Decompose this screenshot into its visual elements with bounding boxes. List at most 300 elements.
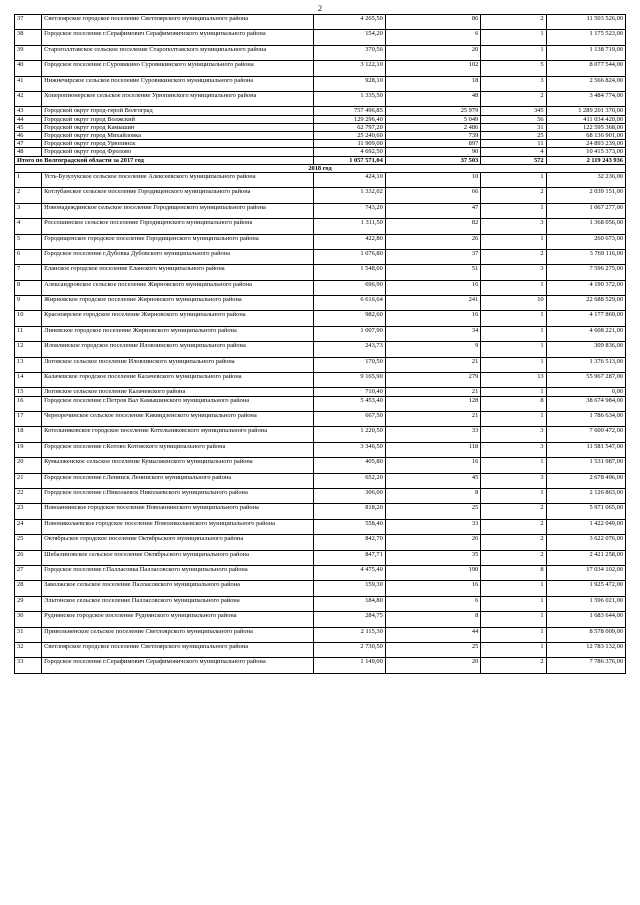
municipality-name: Привольненское сельское поселение Светлоярского муниципального района	[42, 627, 314, 642]
funding-amount: 1 422 049,00	[546, 519, 625, 534]
houses-count: 13	[481, 373, 546, 388]
area-value: 4 692,50	[314, 148, 385, 156]
table-row	[15, 61, 626, 76]
table-row	[15, 30, 626, 45]
houses-count: 10	[481, 296, 546, 311]
funding-amount: 10 415 373,00	[546, 148, 625, 156]
area-value: 652,20	[314, 473, 385, 488]
houses-count: 1	[481, 488, 546, 503]
table-row	[15, 140, 626, 148]
area-value: 696,90	[314, 280, 385, 295]
houses-count: 1	[481, 326, 546, 341]
area-value: 3 346,50	[314, 442, 385, 457]
total-people: 37 503	[385, 156, 480, 164]
row-number: 42	[15, 91, 42, 106]
table-row	[15, 642, 626, 657]
funding-amount: 1 175 523,00	[546, 30, 625, 45]
row-number: 23	[15, 504, 42, 519]
table-row	[15, 596, 626, 611]
funding-amount: 2 126 863,00	[546, 488, 625, 503]
area-value: 743,20	[314, 203, 385, 218]
houses-count: 5	[481, 61, 546, 76]
row-number: 39	[15, 45, 42, 60]
area-value: 184,80	[314, 596, 385, 611]
funding-amount: 3 484 774,00	[546, 91, 625, 106]
table-row	[15, 357, 626, 372]
houses-count: 1	[481, 357, 546, 372]
people-count: 34	[385, 326, 480, 341]
row-number: 6	[15, 249, 42, 264]
row-number: 11	[15, 326, 42, 341]
row-number: 13	[15, 357, 42, 372]
funding-amount: 17 034 102,00	[546, 565, 625, 580]
row-number: 38	[15, 30, 42, 45]
area-value: 243,73	[314, 342, 385, 357]
funding-amount: 309 836,00	[546, 342, 625, 357]
houses-count: 2	[481, 550, 546, 565]
row-number: 30	[15, 612, 42, 627]
funding-amount: 1 786 634,00	[546, 412, 625, 427]
table-row	[15, 76, 626, 91]
area-value: 6 616,64	[314, 296, 385, 311]
houses-count: 2	[481, 188, 546, 203]
people-count: 82	[385, 219, 480, 234]
people-count: 47	[385, 203, 480, 218]
houses-count: 2	[481, 658, 546, 673]
area-value: 1 076,80	[314, 249, 385, 264]
people-count: 6	[385, 30, 480, 45]
table-row	[15, 427, 626, 442]
area-value: 928,10	[314, 76, 385, 91]
municipality-name: Городской округ город Фролово	[42, 148, 314, 156]
people-count: 16	[385, 280, 480, 295]
year-heading-row	[15, 164, 626, 172]
total-fund: 2 119 243 936	[546, 156, 625, 164]
table-row	[15, 658, 626, 673]
table-row	[15, 219, 626, 234]
area-value: 154,20	[314, 30, 385, 45]
municipality-name: Городское поселение г.Ленинск Ленинского муниципального района	[42, 473, 314, 488]
houses-count: 1	[481, 280, 546, 295]
municipality-name: Городское поселение г.Дубовка Дубовского муниципального района	[42, 249, 314, 264]
area-value: 1 548,60	[314, 265, 385, 280]
houses-count: 2	[481, 504, 546, 519]
municipality-name: Городское поселение г.Котово Котовского муниципального района	[42, 442, 314, 457]
table-row	[15, 488, 626, 503]
area-value: 667,50	[314, 412, 385, 427]
municipality-name: Жирновское городское поселение Жирновского муниципального района	[42, 296, 314, 311]
houses-count: 1	[481, 311, 546, 326]
municipality-name: Заволжское сельское поселение Палласовского муниципального района	[42, 581, 314, 596]
table-row	[15, 45, 626, 60]
municipality-name: Городской округ город Михайловка	[42, 131, 314, 139]
total-label: Итого по Волгоградской области за 2017 год	[15, 156, 314, 164]
area-value: 4 265,50	[314, 15, 385, 30]
area-value: 2 115,30	[314, 627, 385, 642]
row-number: 37	[15, 15, 42, 30]
people-count: 66	[385, 188, 480, 203]
people-count: 16	[385, 581, 480, 596]
area-value: 5 453,40	[314, 396, 385, 411]
houses-count: 1	[481, 45, 546, 60]
row-number: 33	[15, 658, 42, 673]
row-number: 1	[15, 172, 42, 187]
row-number: 31	[15, 627, 42, 642]
funding-amount: 1 067 277,00	[546, 203, 625, 218]
area-value: 159,30	[314, 581, 385, 596]
area-value: 818,20	[314, 504, 385, 519]
area-value: 4 475,40	[314, 565, 385, 580]
table-row	[15, 172, 626, 187]
people-count: 26	[385, 535, 480, 550]
funding-amount: 1 683 644,00	[546, 612, 625, 627]
row-number: 25	[15, 535, 42, 550]
funding-amount: 32 236,00	[546, 172, 625, 187]
houses-count: 1	[481, 581, 546, 596]
table-row	[15, 473, 626, 488]
people-count: 33	[385, 427, 480, 442]
funding-amount: 4 177 869,00	[546, 311, 625, 326]
people-count: 128	[385, 396, 480, 411]
row-number: 40	[15, 61, 42, 76]
people-count: 25	[385, 504, 480, 519]
houses-count: 8	[481, 396, 546, 411]
area-value: 847,71	[314, 550, 385, 565]
table-row	[15, 115, 626, 123]
area-value: 25 240,60	[314, 131, 385, 139]
funding-amount: 11 581 547,00	[546, 442, 625, 457]
houses-count: 1	[481, 388, 546, 396]
people-count: 35	[385, 550, 480, 565]
municipality-name: Новонадеждинское сельское поселение Городищенского муниципального района	[42, 203, 314, 218]
row-number: 3	[15, 203, 42, 218]
houses-count: 1	[481, 172, 546, 187]
municipality-name: Черноречинское сельское поселение Киквидзенского муниципального района	[42, 412, 314, 427]
table-row	[15, 203, 626, 218]
municipality-name: Линевское городское поселение Жирновского муниципального района	[42, 326, 314, 341]
table-row	[15, 442, 626, 457]
row-number: 32	[15, 642, 42, 657]
area-value: 306,00	[314, 488, 385, 503]
people-count: 190	[385, 565, 480, 580]
table-row	[15, 311, 626, 326]
area-value: 558,40	[314, 519, 385, 534]
municipality-name: Усть-Бузулукское сельское поселение Алексеевского муниципального района	[42, 172, 314, 187]
houses-count: 2	[481, 249, 546, 264]
houses-count: 2	[481, 535, 546, 550]
funding-amount: 2 678 496,00	[546, 473, 625, 488]
municipality-name: Логовское сельское поселение Калачевского района	[42, 388, 314, 396]
total-row	[15, 156, 626, 164]
people-count: 6	[385, 596, 480, 611]
people-count: 90	[385, 148, 480, 156]
table-row	[15, 249, 626, 264]
row-number: 20	[15, 458, 42, 473]
funding-amount: 8 578 009,00	[546, 627, 625, 642]
houses-count: 25	[481, 131, 546, 139]
table-row	[15, 280, 626, 295]
funding-amount: 260 673,00	[546, 234, 625, 249]
area-value: 370,56	[314, 45, 385, 60]
row-number: 26	[15, 550, 42, 565]
people-count: 25	[385, 642, 480, 657]
municipality-name: Новоаннинское городское поселение Новоаннинского муниципального района	[42, 504, 314, 519]
area-value: 710,40	[314, 388, 385, 396]
people-count: 8	[385, 488, 480, 503]
houses-count: 3	[481, 219, 546, 234]
area-value: 842,70	[314, 535, 385, 550]
houses-count: 1	[481, 30, 546, 45]
municipality-name: Городское поселение г.Серафимович Серафимовичского муниципального района	[42, 658, 314, 673]
funding-amount: 122 595 368,00	[546, 123, 625, 131]
people-count: 241	[385, 296, 480, 311]
row-number: 48	[15, 148, 42, 156]
row-number: 10	[15, 311, 42, 326]
funding-amount: 7 596 275,00	[546, 265, 625, 280]
table-row	[15, 234, 626, 249]
row-number: 14	[15, 373, 42, 388]
municipality-name: Городское поселение г.Суровикино Суровикинского муниципального района	[42, 61, 314, 76]
people-count: 5 049	[385, 115, 480, 123]
people-count: 897	[385, 140, 480, 148]
municipality-name: Светлоярское городское поселение Светлоярского муниципального района	[42, 642, 314, 657]
area-value: 1 311,50	[314, 219, 385, 234]
municipality-name: Россошинское сельское поселение Городищенского муниципального района	[42, 219, 314, 234]
row-number: 9	[15, 296, 42, 311]
row-number: 12	[15, 342, 42, 357]
people-count: 8	[385, 612, 480, 627]
people-count: 37	[385, 249, 480, 264]
funding-amount: 2 039 151,00	[546, 188, 625, 203]
people-count: 21	[385, 357, 480, 372]
funding-amount: 1 138 719,00	[546, 45, 625, 60]
municipality-name: Городской округ город-герой Волгоград	[42, 107, 314, 115]
area-value: 1 007,90	[314, 326, 385, 341]
row-number: 29	[15, 596, 42, 611]
municipality-name: Нижнечирское сельское поселение Суровикинского муниципального района	[42, 76, 314, 91]
houses-count: 8	[481, 565, 546, 580]
houses-count: 1	[481, 458, 546, 473]
page-number: 2	[318, 4, 322, 13]
people-count: 102	[385, 61, 480, 76]
municipality-name: Кумылженское сельское поселение Кумылженского муниципального района	[42, 458, 314, 473]
houses-count: 2	[481, 519, 546, 534]
people-count: 21	[385, 412, 480, 427]
people-count: 18	[385, 76, 480, 91]
municipality-name: Староголлтавское сельское поселение Старополтавского муниципального района	[42, 45, 314, 60]
people-count: 279	[385, 373, 480, 388]
houses-count: 1	[481, 627, 546, 642]
funding-amount: 24 893 239,00	[546, 140, 625, 148]
table-row	[15, 326, 626, 341]
funding-amount: 8 077 544,00	[546, 61, 625, 76]
municipality-name: Октябрьское городское поселение Октябрьского муниципального района	[42, 535, 314, 550]
table-row	[15, 412, 626, 427]
table-row	[15, 504, 626, 519]
houses-count: 3	[481, 473, 546, 488]
funding-amount: 1 289 201 370,00	[546, 107, 625, 115]
row-number: 17	[15, 412, 42, 427]
total-area: 1 057 571,04	[314, 156, 385, 164]
funding-amount: 2 566 824,00	[546, 76, 625, 91]
table-row	[15, 519, 626, 534]
people-count: 45	[385, 473, 480, 488]
people-count: 48	[385, 91, 480, 106]
municipality-name: Эльтонское сельское поселение Палласовского муниципального района	[42, 596, 314, 611]
houses-count: 3	[481, 442, 546, 457]
people-count: 25 979	[385, 107, 480, 115]
houses-count: 1	[481, 596, 546, 611]
area-value: 405,80	[314, 458, 385, 473]
people-count: 21	[385, 388, 480, 396]
area-value: 424,10	[314, 172, 385, 187]
row-number: 41	[15, 76, 42, 91]
table-row	[15, 612, 626, 627]
area-value: 170,50	[314, 357, 385, 372]
municipality-name: Руднянское городское поселение Руднянского муниципального района	[42, 612, 314, 627]
row-number: 16	[15, 396, 42, 411]
houses-count: 3	[481, 427, 546, 442]
table-row	[15, 188, 626, 203]
funding-amount: 411 034 420,00	[546, 115, 625, 123]
area-value: 422,80	[314, 234, 385, 249]
funding-amount: 2 421 258,00	[546, 550, 625, 565]
table-row	[15, 565, 626, 580]
houses-count: 2	[481, 91, 546, 106]
area-value: 757 496,85	[314, 107, 385, 115]
municipality-name: Городской округ город Камышин	[42, 123, 314, 131]
municipality-name: Городское поселение г.Серафимович Серафимовичского муниципального района	[42, 30, 314, 45]
funding-amount: 0,00	[546, 388, 625, 396]
people-count: 739	[385, 131, 480, 139]
table-row	[15, 123, 626, 131]
area-value: 9 165,90	[314, 373, 385, 388]
table-row	[15, 265, 626, 280]
municipality-name: Александровское сельское поселение Жирновского муниципального района	[42, 280, 314, 295]
houses-count: 4	[481, 148, 546, 156]
people-count: 16	[385, 458, 480, 473]
funding-amount: 4 608 221,00	[546, 326, 625, 341]
row-number: 22	[15, 488, 42, 503]
houses-count: 3	[481, 76, 546, 91]
row-number: 43	[15, 107, 42, 115]
funding-amount: 1 925 472,00	[546, 581, 625, 596]
row-number: 45	[15, 123, 42, 131]
area-value: 1 149,00	[314, 658, 385, 673]
row-number: 7	[15, 265, 42, 280]
area-value: 62 797,20	[314, 123, 385, 131]
people-count: 86	[385, 15, 480, 30]
row-number: 15	[15, 388, 42, 396]
area-value: 129 296,40	[314, 115, 385, 123]
people-count: 51	[385, 265, 480, 280]
table-row	[15, 342, 626, 357]
municipality-name: Еланское городское поселение Еланского муниципального района	[42, 265, 314, 280]
area-value: 1 332,02	[314, 188, 385, 203]
houses-count: 1	[481, 642, 546, 657]
funding-amount: 1 368 056,00	[546, 219, 625, 234]
houses-count: 1	[481, 412, 546, 427]
funding-amount: 3 622 076,00	[546, 535, 625, 550]
funding-amount: 3 769 116,00	[546, 249, 625, 264]
municipality-name: Котельниковское городское поселение Котельниковского муниципального района	[42, 427, 314, 442]
municipality-name: Иловлинское городское поселение Иловлинского муниципального района	[42, 342, 314, 357]
table-row	[15, 550, 626, 565]
funding-amount: 12 783 132,00	[546, 642, 625, 657]
table-row	[15, 148, 626, 156]
funding-amount: 1 596 021,00	[546, 596, 625, 611]
people-count: 33	[385, 519, 480, 534]
area-value: 982,60	[314, 311, 385, 326]
row-number: 4	[15, 219, 42, 234]
municipality-name: Красноярское городское поселение Жирновского муниципального района	[42, 311, 314, 326]
funding-amount: 1 376 513,00	[546, 357, 625, 372]
people-count: 10	[385, 172, 480, 187]
row-number: 2	[15, 188, 42, 203]
row-number: 24	[15, 519, 42, 534]
municipality-name: Калачевское городское поселение Калачевского муниципального района	[42, 373, 314, 388]
area-value: 1 335,50	[314, 91, 385, 106]
people-count: 44	[385, 627, 480, 642]
funding-amount: 68 136 901,00	[546, 131, 625, 139]
funding-amount: 38 674 984,00	[546, 396, 625, 411]
table-row	[15, 458, 626, 473]
funding-amount: 4 190 372,00	[546, 280, 625, 295]
municipality-name: Городской округ город Урюпинск	[42, 140, 314, 148]
area-value: 3 122,10	[314, 61, 385, 76]
people-count: 20	[385, 658, 480, 673]
table-row	[15, 388, 626, 396]
row-number: 19	[15, 442, 42, 457]
people-count: 9	[385, 342, 480, 357]
total-houses: 572	[481, 156, 546, 164]
municipality-name: Светлоярское городское поселение Светлоярского муниципального района	[42, 15, 314, 30]
houses-count: 1	[481, 234, 546, 249]
municipality-name: Городское поселение г.Палласовка Палласовского муниципального района	[42, 565, 314, 580]
houses-count: 345	[481, 107, 546, 115]
row-number: 46	[15, 131, 42, 139]
municipality-name: Городской округ город Волжский	[42, 115, 314, 123]
people-count: 118	[385, 442, 480, 457]
houses-count: 1	[481, 612, 546, 627]
row-number: 27	[15, 565, 42, 580]
row-number: 8	[15, 280, 42, 295]
area-value: 284,75	[314, 612, 385, 627]
funding-amount: 7 786 376,00	[546, 658, 625, 673]
area-value: 1 220,50	[314, 427, 385, 442]
row-number: 44	[15, 115, 42, 123]
municipality-name: Шебалиновское сельское поселение Октябрьского муниципального района	[42, 550, 314, 565]
people-count: 20	[385, 45, 480, 60]
people-count: 2 486	[385, 123, 480, 131]
municipality-name: Котлубанское сельское поселение Городищенского муниципального района	[42, 188, 314, 203]
year-heading: 2018 год	[15, 164, 626, 172]
table-row	[15, 627, 626, 642]
table-row	[15, 581, 626, 596]
funding-amount: 1 531 987,00	[546, 458, 625, 473]
funding-amount: 55 967 287,00	[546, 373, 625, 388]
row-number: 28	[15, 581, 42, 596]
houses-count: 3	[481, 265, 546, 280]
table-row	[15, 131, 626, 139]
municipality-name: Хоперопионерское сельское поселение Урюпинского муниципального района	[42, 91, 314, 106]
resettlement-table	[14, 14, 626, 674]
row-number: 47	[15, 140, 42, 148]
table-body	[15, 15, 626, 674]
table-row	[15, 373, 626, 388]
table-row	[15, 396, 626, 411]
table-row	[15, 535, 626, 550]
